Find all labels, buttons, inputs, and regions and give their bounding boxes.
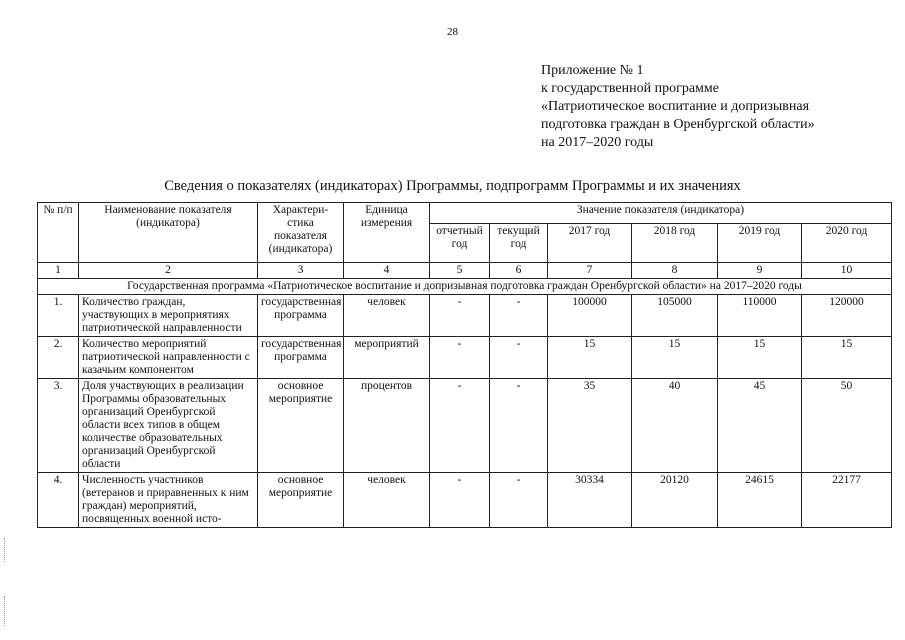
- appendix-heading: [541, 62, 815, 152]
- indicator-characteristic: основное мероприятие: [258, 379, 344, 473]
- column-number: 1: [38, 263, 79, 279]
- header-num: № п/п: [38, 203, 79, 263]
- header-2020: 2020 год: [802, 224, 892, 263]
- indicator-characteristic: государственная программа: [258, 295, 344, 337]
- row-number: 2.: [38, 337, 79, 379]
- column-number: 8: [632, 263, 718, 279]
- value-2020: 50: [802, 379, 892, 473]
- margin-mark: [4, 596, 6, 626]
- header-row: [38, 203, 892, 224]
- column-number: 9: [718, 263, 802, 279]
- column-number: 4: [344, 263, 430, 279]
- header-2018: 2018 год: [632, 224, 718, 263]
- header-reporting-year: отчетный год: [430, 224, 490, 263]
- value-2018: 15: [632, 337, 718, 379]
- value-2018: 20120: [632, 473, 718, 528]
- indicator-unit: человек: [344, 473, 430, 528]
- reporting-year-value: -: [430, 379, 490, 473]
- indicator-name: Доля участвующих в реализации Программы образовательных организаций Оренбургской области всех типов в общем количестве образовательных организаций Оренбургской области: [79, 379, 258, 473]
- indicator-characteristic: государственная программа: [258, 337, 344, 379]
- value-2017: 30334: [548, 473, 632, 528]
- row-number: 3.: [38, 379, 79, 473]
- reporting-year-value: -: [430, 295, 490, 337]
- row-number: 4.: [38, 473, 79, 528]
- column-number: 2: [79, 263, 258, 279]
- value-2017: 35: [548, 379, 632, 473]
- table-title: Сведения о показателях (индикаторах) Программы, подпрограмм Программы и их значениях: [164, 178, 741, 194]
- appendix-line: подготовка граждан в Оренбургской области»: [541, 117, 815, 132]
- header-2017: 2017 год: [548, 224, 632, 263]
- header-name: Наименование показателя (индикатора): [79, 203, 258, 263]
- header-value-group: Значение показателя (индикатора): [430, 203, 892, 224]
- table-row: [38, 379, 892, 473]
- indicator-characteristic: основное мероприятие: [258, 473, 344, 528]
- header-characteristic: Характери-стика показателя (индикатора): [258, 203, 344, 263]
- header-unit: Единица измерения: [344, 203, 430, 263]
- program-row: [38, 279, 892, 295]
- appendix-line: на 2017–2020 годы: [541, 135, 654, 150]
- table-row: [38, 337, 892, 379]
- indicator-unit: процентов: [344, 379, 430, 473]
- indicator-unit: мероприятий: [344, 337, 430, 379]
- appendix-line: «Патриотическое воспитание и допризывная: [541, 99, 810, 114]
- value-2017: 100000: [548, 295, 632, 337]
- column-number: 7: [548, 263, 632, 279]
- value-2019: 45: [718, 379, 802, 473]
- value-2019: 24615: [718, 473, 802, 528]
- value-2020: 22177: [802, 473, 892, 528]
- current-year-value: -: [490, 473, 548, 528]
- appendix-line: Приложение № 1: [541, 63, 644, 78]
- column-numbers-row: [38, 263, 892, 279]
- value-2018: 105000: [632, 295, 718, 337]
- column-number: 10: [802, 263, 892, 279]
- indicator-name: Численность участников (ветеранов и приравненных к ним граждан) мероприятий, посвященных военной исто-: [79, 473, 258, 528]
- value-2019: 110000: [718, 295, 802, 337]
- indicator-unit: человек: [344, 295, 430, 337]
- value-2018: 40: [632, 379, 718, 473]
- indicator-name: Количество мероприятий патриотической направленности с казачьим компонентом: [79, 337, 258, 379]
- reporting-year-value: -: [430, 473, 490, 528]
- current-year-value: -: [490, 295, 548, 337]
- value-2017: 15: [548, 337, 632, 379]
- page-number: 28: [447, 26, 458, 38]
- appendix-line: к государственной программе: [541, 81, 719, 96]
- current-year-value: -: [490, 379, 548, 473]
- program-title: Государственная программа «Патриотическое воспитание и допризывная подготовка граждан Оренбургской области» на 2017–2020 годы: [38, 279, 892, 295]
- indicator-name: Количество граждан, участвующих в мероприятиях патриотической направленности: [79, 295, 258, 337]
- column-number: 5: [430, 263, 490, 279]
- indicators-table: [37, 202, 892, 528]
- header-2019: 2019 год: [718, 224, 802, 263]
- column-number: 6: [490, 263, 548, 279]
- value-2020: 15: [802, 337, 892, 379]
- current-year-value: -: [490, 337, 548, 379]
- header-current-year: текущий год: [490, 224, 548, 263]
- page-cutoff: [0, 567, 905, 640]
- value-2020: 120000: [802, 295, 892, 337]
- margin-mark: [4, 538, 6, 562]
- reporting-year-value: -: [430, 337, 490, 379]
- column-number: 3: [258, 263, 344, 279]
- value-2019: 15: [718, 337, 802, 379]
- table-row: [38, 295, 892, 337]
- table-row: [38, 473, 892, 528]
- row-number: 1.: [38, 295, 79, 337]
